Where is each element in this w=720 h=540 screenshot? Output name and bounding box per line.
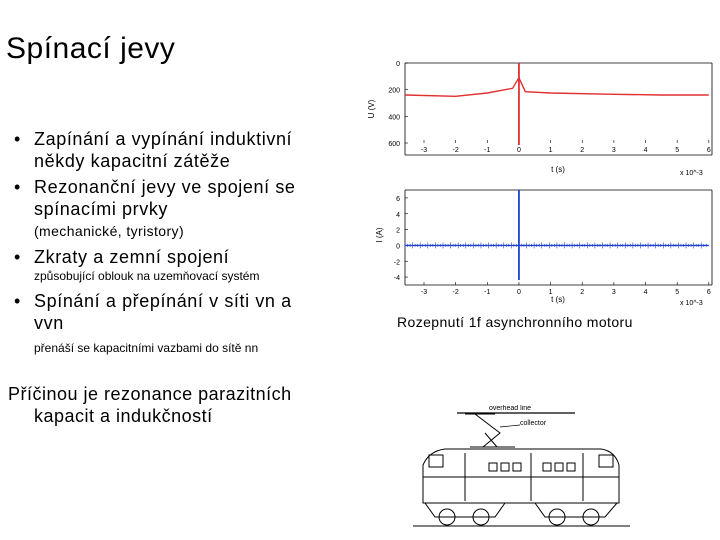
cause-statement [8, 383, 348, 427]
bullet-dot: • [14, 291, 21, 311]
y-tick-label: -2 [393, 259, 400, 267]
x-tick-label: 2 [580, 289, 585, 296]
bullet-text-cont: někdy kapacitní zátěže [34, 151, 231, 171]
y-axis-label: I (A) [375, 227, 384, 243]
bullet-text-cont: vvn [34, 313, 64, 333]
pantograph-icon [465, 414, 515, 447]
x-tick-label: 0 [516, 289, 521, 296]
x-tick-label: -3 [420, 289, 428, 296]
bullet-dot: • [14, 129, 21, 149]
cause-line-1: Příčinou je rezonance parazitních [8, 384, 292, 404]
x-tick-label: 5 [675, 289, 680, 296]
x-tick-label: 4 [643, 147, 648, 154]
cause-line-2: kapacit a indukčností [34, 406, 213, 426]
x-axis-label: t (s) [551, 295, 565, 304]
bullet-text-cont: spínacími prvky [34, 199, 169, 219]
voltage-chart [360, 55, 715, 180]
x-tick-label: 5 [675, 147, 680, 154]
x-tick-label: 2 [580, 147, 585, 154]
bullet-text: Spínání a přepínání v síti vn a [34, 291, 292, 311]
y-tick-label: 2 [396, 227, 400, 235]
y-tick-label: 0 [396, 61, 400, 68]
y-tick-label: -4 [393, 275, 400, 283]
collector-pointer [500, 425, 520, 427]
y-tick-label: 200 [388, 87, 400, 95]
bullet-list [8, 128, 328, 356]
x-tick-label: -1 [484, 289, 491, 296]
y-tick-label: 400 [388, 114, 400, 122]
bullet-item [8, 128, 328, 172]
locomotive-illustration [405, 405, 635, 540]
bullet-item [8, 176, 328, 220]
y-tick-label: 4 [396, 211, 400, 219]
locomotive-body [413, 449, 630, 526]
y-tick-label: 0 [396, 243, 400, 251]
x-tick-label: 3 [611, 147, 616, 154]
y-axis-label: U (V) [367, 99, 376, 119]
x-tick-label: 6 [706, 289, 711, 296]
x-tick-label: 0 [516, 147, 521, 154]
x-tick-label: -1 [484, 147, 491, 154]
series-line [405, 78, 709, 97]
bullet-note: přenáší se kapacitními vazbami do sítě nn [34, 341, 259, 355]
x-exponent: x 10^-3 [680, 300, 703, 307]
x-tick-label: -2 [452, 147, 459, 154]
x-exponent: x 10^-3 [680, 170, 703, 177]
bullet-item [8, 290, 328, 334]
chart-caption: Rozepnutí 1f asynchronního motoru [397, 314, 633, 330]
overhead-line-label: overhead line [489, 405, 532, 412]
bullet-note: způsobující oblouk na uzemňovací systém [34, 269, 260, 283]
y-tick-label: 600 [388, 141, 400, 148]
bullet-text: Zkraty a zemní spojení [34, 247, 230, 267]
bullet-text: Rezonanční jevy ve spojení se [34, 177, 296, 197]
bullet-text: Zapínání a vypínání induktivní [34, 129, 293, 149]
x-tick-label: 4 [643, 289, 648, 296]
bullet-dot: • [14, 247, 21, 267]
x-tick-label: 3 [611, 289, 616, 296]
x-tick-label: 6 [706, 147, 711, 154]
bullet-dot: • [14, 177, 21, 197]
current-chart [360, 185, 715, 310]
bullet-subtext: (mechanické, tyristory) [34, 223, 185, 239]
x-tick-label: -3 [420, 147, 428, 154]
slide-title: Spínací jevy [6, 32, 176, 65]
x-axis-label: t (s) [551, 165, 565, 174]
x-tick-label: 1 [548, 289, 553, 296]
collector-label: collector [520, 420, 547, 427]
x-tick-label: 1 [548, 147, 553, 154]
y-tick-label: 6 [396, 195, 400, 203]
bullet-item [8, 246, 328, 268]
x-tick-label: -2 [452, 289, 459, 296]
